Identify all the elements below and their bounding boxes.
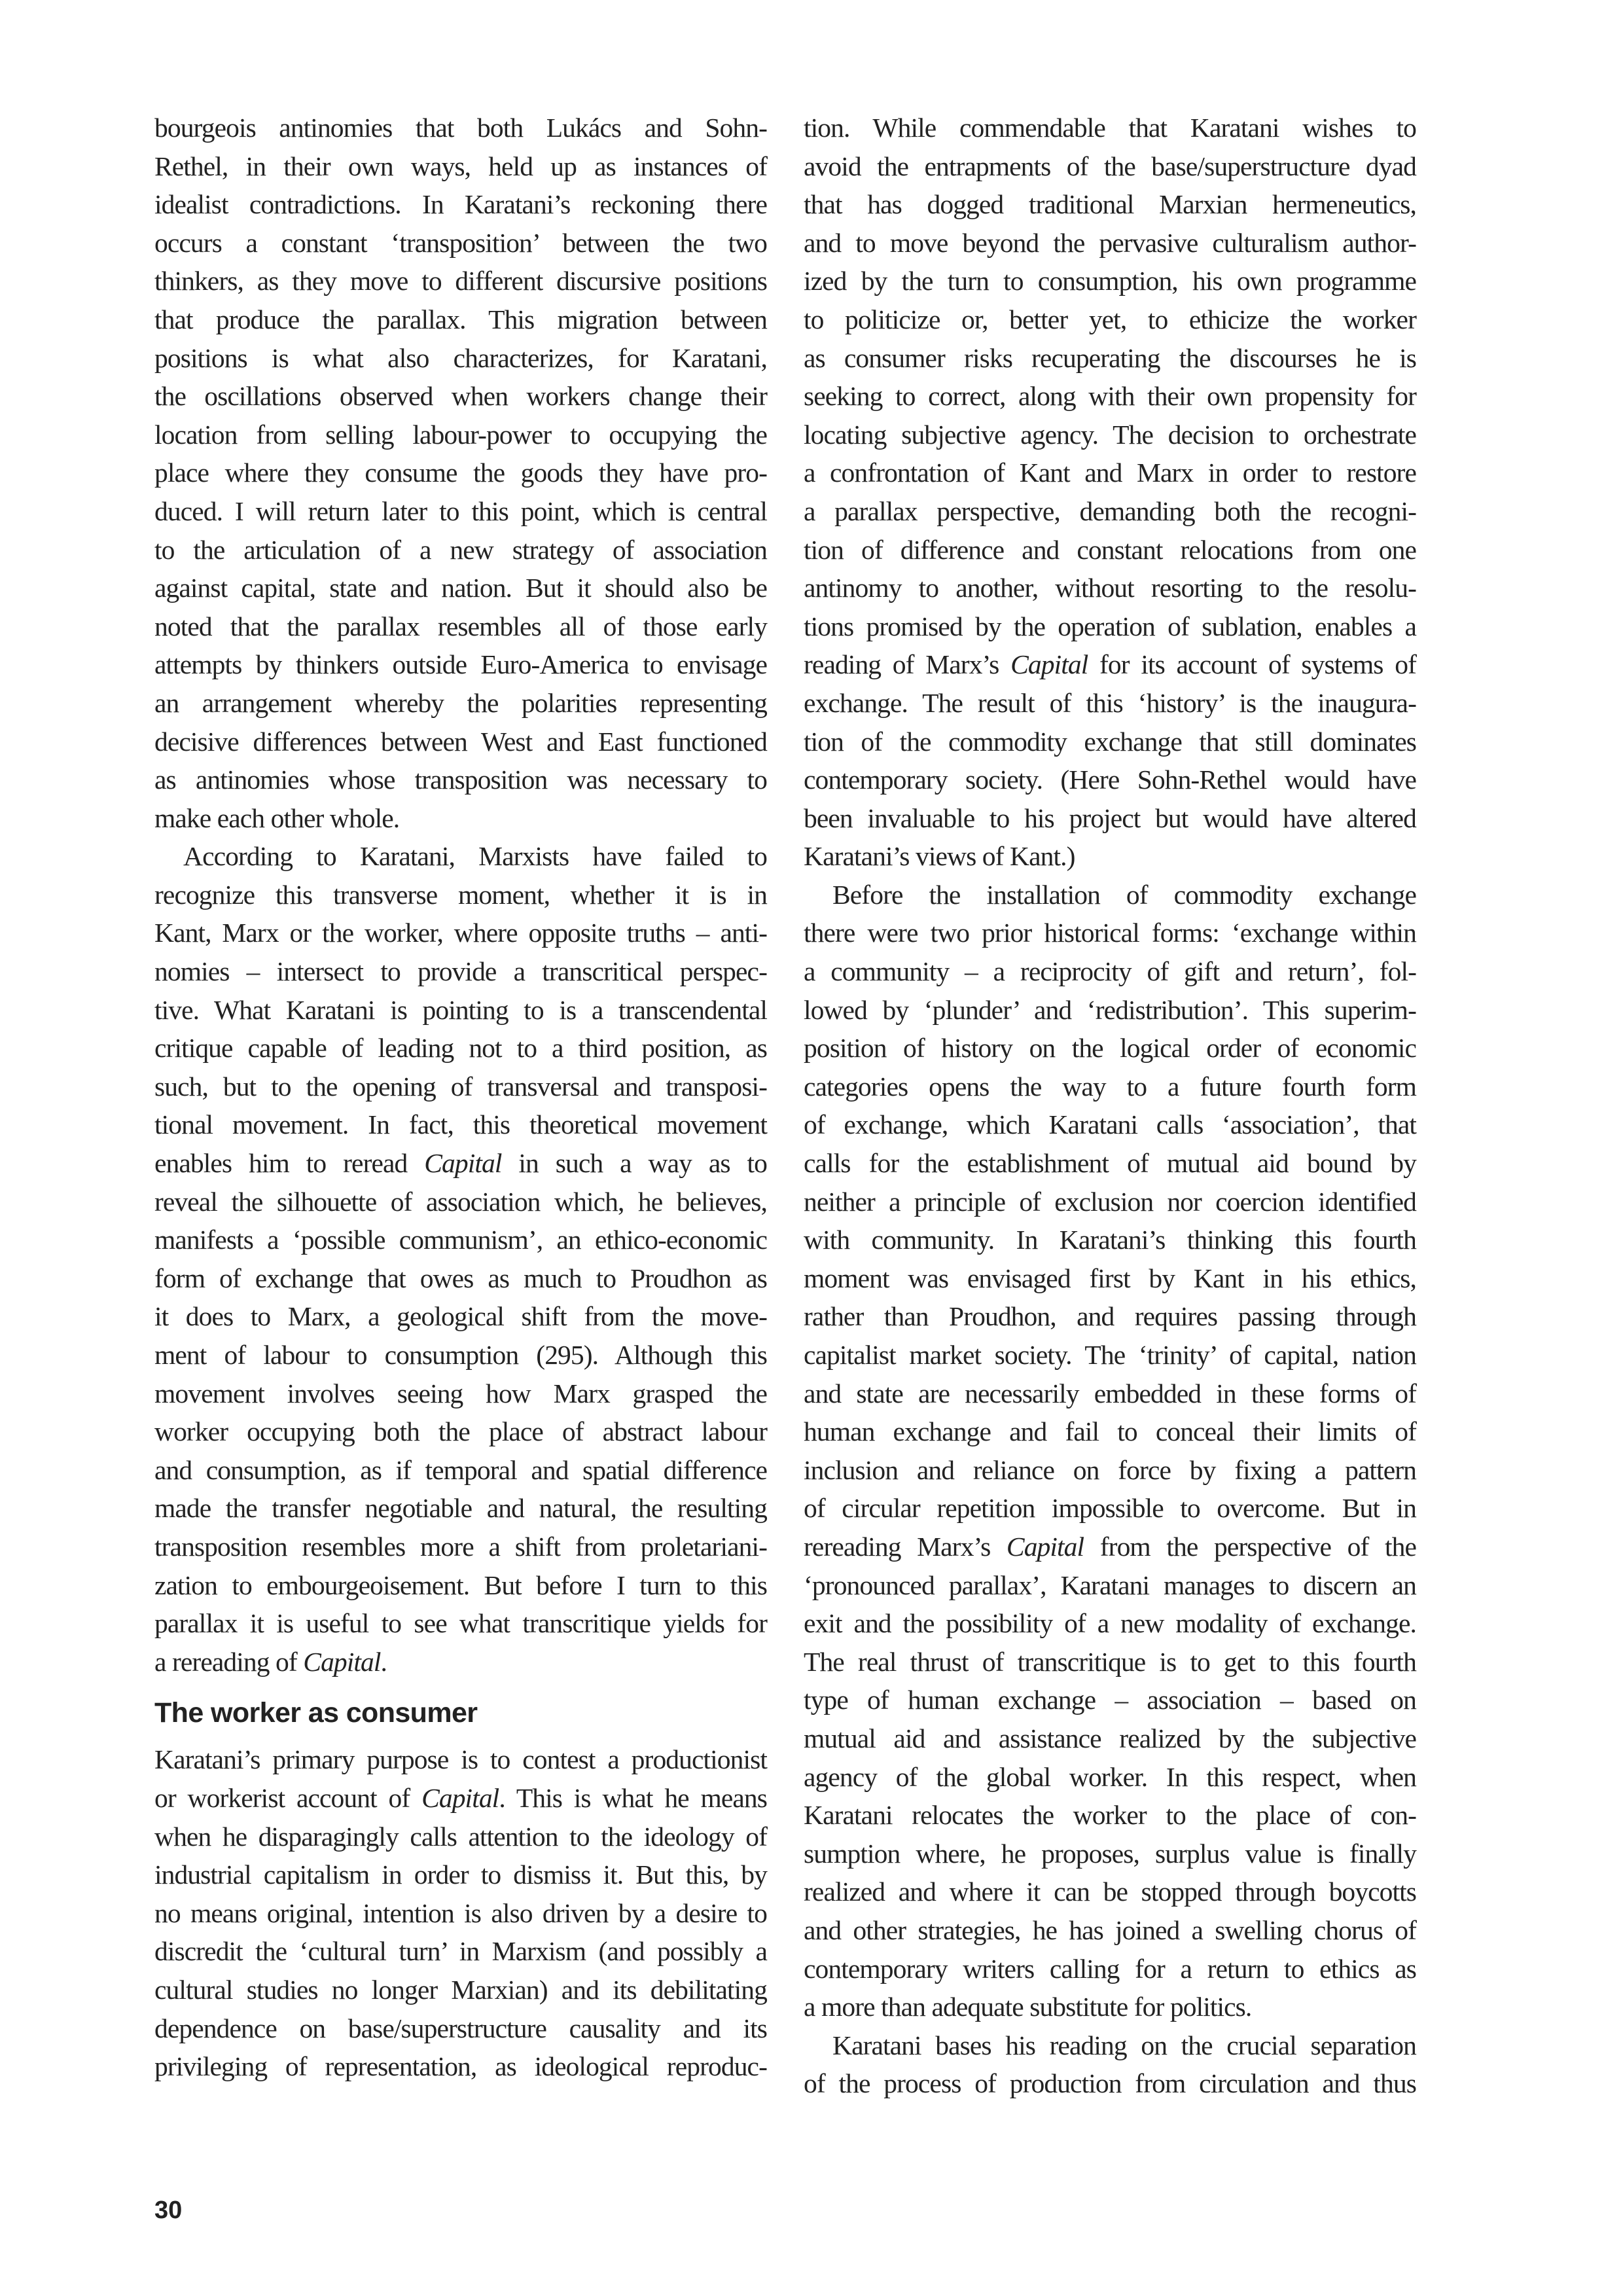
text-line: ‘pronounced parallax’, Karatani manages to discern an: [804, 1570, 1416, 1600]
page-number: 30: [154, 2197, 183, 2224]
text-line: exit and the possibility of a new modality of exchange.: [804, 1608, 1416, 1639]
text-line: and state are necessarily embedded in these forms of: [804, 1378, 1416, 1408]
text-line: positions is what also characterizes, for Karatani,: [154, 342, 767, 373]
text-line: attempts by thinkers outside Euro-America to envisage: [154, 649, 767, 680]
paragraph-start-line: According to Karatani, Marxists have failed to: [183, 841, 767, 872]
text-line: a confrontation of Kant and Marx in order to restore: [804, 457, 1416, 488]
text-run: .: [380, 1646, 387, 1677]
text-line: type of human exchange – association – based on: [804, 1685, 1416, 1715]
text-line: dependence on base/superstructure causality and its: [154, 2013, 767, 2043]
text-line: inclusion and reliance on force by fixing a pattern: [804, 1454, 1416, 1485]
text-line: recognize this transverse moment, whether it is in: [154, 879, 767, 910]
text-line: rather than Proudhon, and requires passing through: [804, 1301, 1416, 1332]
text-line: manifests a ‘possible communism’, an ethico-economic: [154, 1225, 767, 1255]
text-line: calls for the establishment of mutual aid bound by: [804, 1148, 1416, 1179]
text-line: no means original, intention is also driven by a desire to: [154, 1897, 767, 1928]
text-line: and consumption, as if temporal and spatial difference: [154, 1454, 767, 1485]
text-run: reading of Marx’s: [804, 649, 1011, 680]
text-line: neither a principle of exclusion nor coercion identified: [804, 1186, 1416, 1217]
text-line: it does to Marx, a geological shift from the move-: [154, 1301, 767, 1332]
text-line: of the process of production from circulation and thus: [804, 2068, 1416, 2099]
text-line: idealist contradictions. In Karatani’s reckoning there: [154, 189, 767, 220]
text-line: [154, 1643, 767, 1681]
text-line: exchange. The result of this ‘history’ is the inaugura-: [804, 687, 1416, 718]
right-column: [804, 109, 1416, 2103]
text-run: a rereading of: [154, 1646, 304, 1677]
text-line: reveal the silhouette of association which, he believes,: [154, 1186, 767, 1217]
text-line: Rethel, in their own ways, held up as instances of: [154, 151, 767, 181]
italic-title: Capital: [303, 1646, 381, 1677]
section-heading: The worker as consumer: [154, 1697, 478, 1729]
text-line: locating subjective agency. The decision to orchestrate: [804, 419, 1416, 450]
text-line: form of exchange that owes as much to Proudhon as: [154, 1263, 767, 1293]
text-line: capitalist market society. The ‘trinity’ of capital, nation: [804, 1340, 1416, 1370]
text-line: a parallax perspective, demanding both the recogni-: [804, 495, 1416, 526]
text-line: transposition resembles more a shift from proletariani-: [154, 1531, 767, 1562]
text-line: with community. In Karatani’s thinking this fourth: [804, 1225, 1416, 1255]
text-line: a more than adequate substitute for politics.: [804, 1992, 1252, 2022]
text-line: moment was envisaged first by Kant in his ethics,: [804, 1263, 1416, 1293]
text-line: tion of the commodity exchange that still dominates: [804, 726, 1416, 757]
text-line: been invaluable to his project but would have altered: [804, 802, 1416, 833]
text-run: or workerist account of: [154, 1782, 422, 1813]
text-line: [804, 645, 1416, 684]
text-line: as antinomies whose transposition was necessary to: [154, 764, 767, 795]
italic-title: Capital: [424, 1148, 502, 1179]
text-line: industrial capitalism in order to dismiss it. But this, by: [154, 1859, 767, 1890]
text-line: Karatani relocates the worker to the place of con-: [804, 1800, 1416, 1831]
text-line: Kant, Marx or the worker, where opposite truths – anti-: [154, 918, 767, 948]
text-line: sumption where, he proposes, surplus value is finally: [804, 1838, 1416, 1869]
text-line: zation to embourgeoisement. But before I turn to this: [154, 1570, 767, 1600]
text-line: tion of difference and constant relocations from one: [804, 534, 1416, 565]
text-line: bourgeois antinomies that both Lukács and Sohn-: [154, 113, 767, 143]
text-line: make each other whole.: [154, 802, 400, 833]
text-line: The real thrust of transcritique is to get to this fourth: [804, 1646, 1416, 1677]
text-line: discredit the ‘cultural turn’ in Marxism (and possibly a: [154, 1936, 767, 1967]
italic-title: Capital: [1010, 649, 1088, 680]
text-line: location from selling labour-power to occupying the: [154, 419, 767, 450]
text-line: movement involves seeing how Marx grasped the: [154, 1378, 767, 1408]
paragraph-start-line: Before the installation of commodity exchange: [832, 879, 1416, 910]
text-line: occurs a constant ‘transposition’ between the two: [154, 227, 767, 258]
text-line: the oscillations observed when workers change their: [154, 381, 767, 412]
text-line: mutual aid and assistance realized by the subjective: [804, 1723, 1416, 1753]
text-line: cultural studies no longer Marxian) and its debilitating: [154, 1974, 767, 2005]
text-line: noted that the parallax resembles all of those early: [154, 611, 767, 641]
text-line: duced. I will return later to this point, which is central: [154, 495, 767, 526]
italic-title: Capital: [1006, 1531, 1084, 1562]
text-line: thinkers, as they move to different discursive positions: [154, 266, 767, 296]
text-line: privileging of representation, as ideological reproduc-: [154, 2051, 767, 2082]
text-line: such, but to the opening of transversal and transposi-: [154, 1071, 767, 1102]
italic-title: Capital: [421, 1782, 499, 1813]
text-line: a community – a reciprocity of gift and return’, fol-: [804, 956, 1416, 987]
text-line: against capital, state and nation. But it should also be: [154, 573, 767, 603]
text-line: place where they consume the goods they have pro-: [154, 457, 767, 488]
text-line: agency of the global worker. In this respect, when: [804, 1761, 1416, 1792]
text-line: made the transfer negotiable and natural, the resulting: [154, 1493, 767, 1524]
text-run: from the perspective of the: [1084, 1531, 1416, 1562]
text-line: tion. While commendable that Karatani wishes to: [804, 113, 1416, 143]
text-line: when he disparagingly calls attention to the ideology of: [154, 1821, 767, 1852]
text-line: [154, 1144, 767, 1183]
text-line: avoid the entrapments of the base/superstructure dyad: [804, 151, 1416, 181]
text-line: ized by the turn to consumption, his own programme: [804, 266, 1416, 296]
text-line: ment of labour to consumption (295). Although this: [154, 1340, 767, 1370]
text-line: Karatani’s primary purpose is to contest a productionist: [154, 1744, 767, 1775]
text-line: to politicize or, better yet, to ethicize the worker: [804, 304, 1416, 334]
text-line: [154, 1779, 767, 1818]
text-line: that has dogged traditional Marxian hermeneutics,: [804, 189, 1416, 220]
text-line: contemporary society. (Here Sohn-Rethel would have: [804, 764, 1416, 795]
text-line: Karatani’s views of Kant.): [804, 841, 1075, 872]
text-line: seeking to correct, along with their own propensity for: [804, 381, 1416, 412]
text-run: enables him to reread: [154, 1148, 425, 1179]
text-line: worker occupying both the place of abstract labour: [154, 1416, 767, 1447]
text-line: of circular repetition impossible to overcome. But in: [804, 1493, 1416, 1524]
text-line: an arrangement whereby the polarities representing: [154, 687, 767, 718]
text-line: human exchange and fail to conceal their limits of: [804, 1416, 1416, 1447]
left-column: [154, 109, 767, 2086]
text-line: to the articulation of a new strategy of association: [154, 534, 767, 565]
text-line: and other strategies, he has joined a swelling chorus of: [804, 1914, 1416, 1945]
text-run: in such a way as to: [501, 1148, 767, 1179]
text-run: rereading Marx’s: [804, 1531, 1007, 1562]
text-line: tional movement. In fact, this theoretical movement: [154, 1109, 767, 1140]
text-line: decisive differences between West and East functioned: [154, 726, 767, 757]
text-line: categories opens the way to a future fourth form: [804, 1071, 1416, 1102]
text-line: antinomy to another, without resorting to the resolu-: [804, 573, 1416, 603]
text-line: parallax it is useful to see what transcritique yields for: [154, 1608, 767, 1639]
text-line: and to move beyond the pervasive culturalism author-: [804, 227, 1416, 258]
text-line: as consumer risks recuperating the discourses he is: [804, 342, 1416, 373]
text-line: critique capable of leading not to a third position, as: [154, 1033, 767, 1064]
text-line: that produce the parallax. This migration between: [154, 304, 767, 334]
text-line: realized and where it can be stopped through boycotts: [804, 1876, 1416, 1907]
text-line: nomies – intersect to provide a transcritical perspec-: [154, 956, 767, 987]
paragraph-start-line: Karatani bases his reading on the crucial separation: [832, 2030, 1416, 2060]
text-line: lowed by ‘plunder’ and ‘redistribution’. This superim-: [804, 994, 1416, 1025]
text-line: contemporary writers calling for a return to ethics as: [804, 1953, 1416, 1984]
text-line: position of history on the logical order of economic: [804, 1033, 1416, 1064]
text-line: of exchange, which Karatani calls ‘association’, that: [804, 1109, 1416, 1140]
text-line: tive. What Karatani is pointing to is a transcendental: [154, 994, 767, 1025]
text-line: tions promised by the operation of sublation, enables a: [804, 611, 1416, 641]
text-line: [804, 1528, 1416, 1566]
text-run: for its account of systems of: [1088, 649, 1416, 680]
text-line: there were two prior historical forms: ‘exchange within: [804, 918, 1416, 948]
text-run: . This is what he means: [499, 1782, 767, 1813]
